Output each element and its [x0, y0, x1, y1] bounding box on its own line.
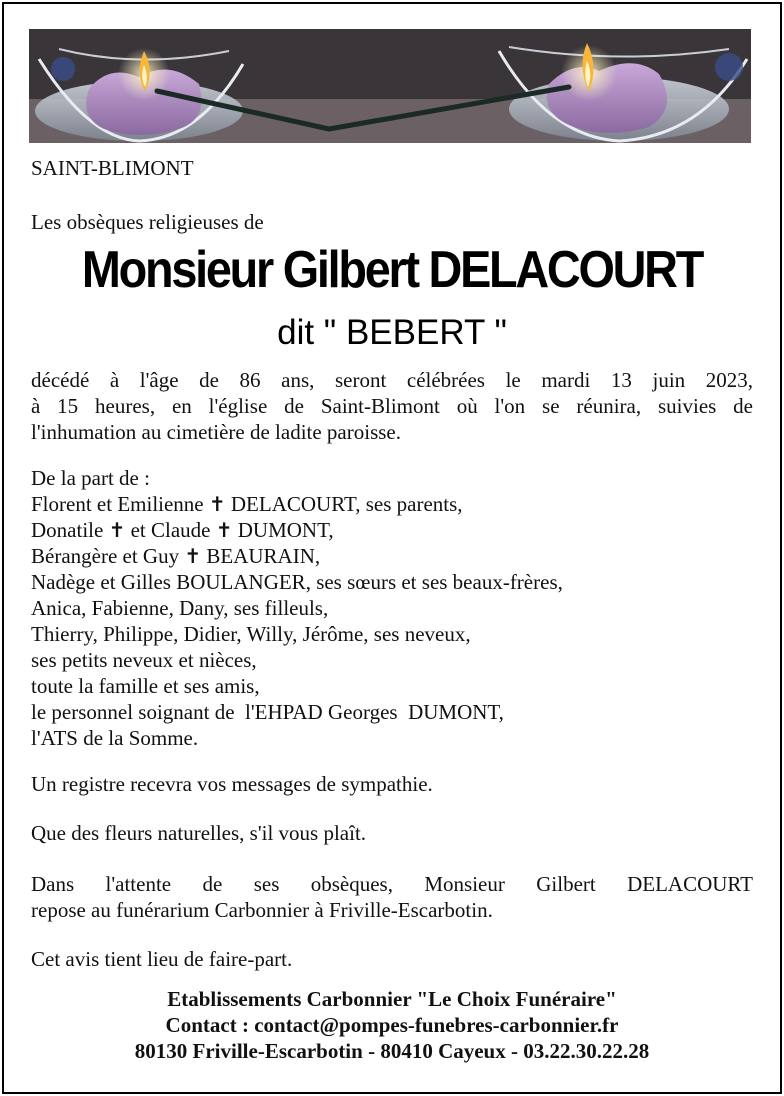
family-line: Thierry, Philippe, Didier, Willy, Jérôme, ses neveux,	[31, 622, 471, 646]
repose-line: repose au funérarium Carbonnier à Friville-Escarbotin.	[31, 898, 493, 922]
cross-icon: ✝	[215, 518, 233, 542]
announcement-line: à 15 heures, en l'église de Saint-Blimont où l'on se réunira, suivies de	[31, 394, 753, 418]
family-line: Bérangère et Guy ✝ BEAURAIN,	[31, 544, 321, 568]
family-line: ses petits neveux et nièces,	[31, 648, 257, 672]
deceased-nickname: dit " BEBERT "	[277, 313, 507, 352]
address-phone: 80130 Friville-Escarbotin - 80410 Cayeux - 03.22.30.22.28	[134, 1039, 650, 1063]
family-line: Nadège et Gilles BOULANGER, ses sœurs et ses beaux-frères,	[31, 570, 563, 594]
registry-notice: Un registre recevra vos messages de sympathie.	[31, 772, 433, 796]
family-heading: De la part de :	[31, 466, 150, 490]
flowers-notice: Que des fleurs naturelles, s'il vous plaît.	[31, 821, 367, 845]
funeral-home-footer	[0, 986, 784, 1064]
family-line: Donatile ✝ et Claude ✝ DUMONT,	[31, 518, 334, 542]
family-line: le personnel soignant de l'EHPAD Georges DUMONT,	[31, 700, 504, 724]
location: SAINT-BLIMONT	[31, 156, 194, 180]
repose-line: Dans l'attente de ses obsèques, Monsieur Gilbert DELACOURT	[31, 872, 753, 896]
family-line: Florent et Emilienne ✝ DELACOURT, ses parents,	[31, 492, 463, 516]
memorial-candles-banner	[29, 29, 751, 143]
intro-text: Les obsèques religieuses de	[31, 210, 264, 234]
contact-email: Contact : contact@pompes-funebres-carbonnier.fr	[165, 1013, 619, 1037]
deceased-name: Monsieur Gilbert DELACOURT	[81, 241, 703, 299]
family-line: l'ATS de la Somme.	[31, 726, 199, 750]
cross-icon: ✝	[184, 544, 202, 568]
family-line: toute la famille et ses amis,	[31, 674, 260, 698]
family-line: Anica, Fabienne, Dany, ses filleuls,	[31, 596, 329, 620]
faire-part-notice: Cet avis tient lieu de faire-part.	[31, 947, 293, 971]
announcement-line: l'inhumation au cimetière de ladite paroisse.	[31, 420, 401, 444]
repose-notice	[31, 871, 753, 923]
announcement-line: décédé à l'âge de 86 ans, seront célébrées le mardi 13 juin 2023,	[31, 368, 753, 392]
family-list	[31, 465, 753, 751]
cross-icon: ✝	[108, 518, 126, 542]
company-name: Etablissements Carbonnier "Le Choix Funéraire"	[167, 987, 617, 1011]
announcement	[31, 367, 753, 445]
cross-icon: ✝	[208, 492, 226, 516]
